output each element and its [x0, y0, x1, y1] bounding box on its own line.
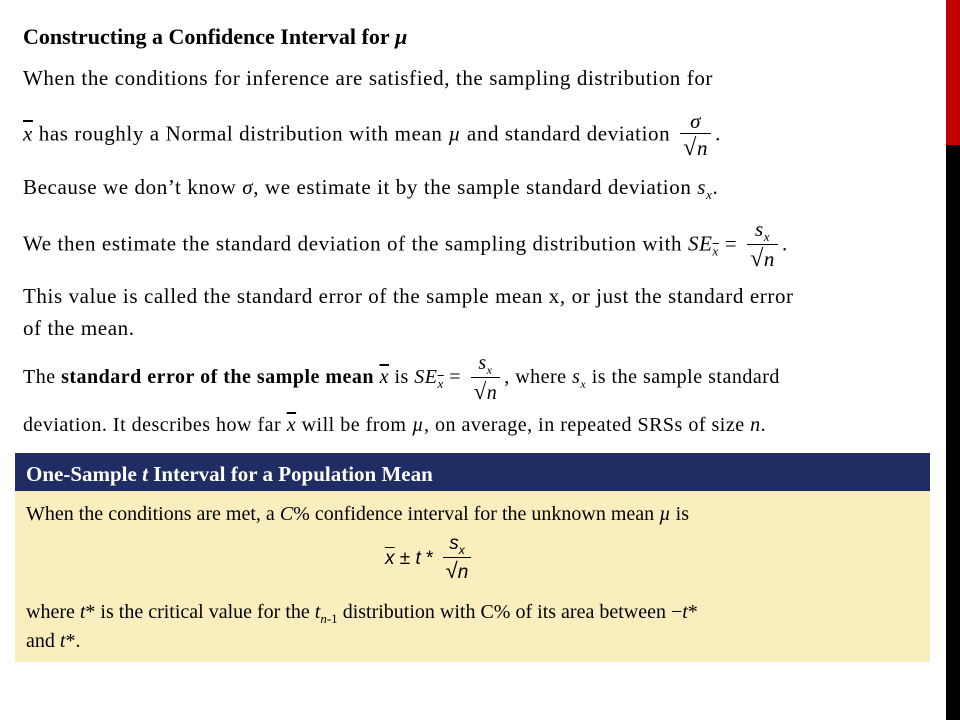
- interval-box-body: [15, 491, 930, 662]
- paragraph-3: Because we don’t know σ, we estimate it by the sample standard deviation $s_x$.: [23, 175, 719, 203]
- interval-formula: $\overline{x} \pm t$ * $\frac{s_x}{√n}$: [385, 534, 475, 584]
- box-line-3: and t*.: [26, 630, 81, 652]
- paragraph-4: We then estimate the standard deviation of the sampling distribution with $SE_{\overline{x}}$ = $\frac{s_x}{√n}$ .: [23, 217, 788, 273]
- sigma-over-sqrt-n: $\frac{\sigma}{√n}$: [680, 110, 711, 162]
- sx-over-sqrt-n: $\frac{s_x}{√n}$: [747, 218, 778, 273]
- box-line-1: When the conditions are met, a C% confidence interval for the unknown mean µ is: [26, 503, 690, 525]
- accent-bar-black: [946, 145, 960, 720]
- accent-bar-red: [946, 0, 960, 145]
- def-sx-over-sqrt-n: $\frac{s_x}{√n}$: [471, 352, 501, 404]
- slide-title: Constructing a Confidence Interval for µ: [23, 24, 408, 49]
- paragraph-2: $\overline{x}$ has roughly a Normal distribution with mean µ and standard deviation $\frac{\sigma}{√n}$ .: [23, 109, 721, 162]
- paragraph-6: of the mean.: [23, 316, 135, 340]
- interval-box-header: One-Sample t Interval for a Population Mean: [15, 453, 930, 491]
- definition-line-1: The standard error of the sample mean $\overline{x}$ is $SE_{\overline{x}}$ = $\frac{s_x}{√n}$ , where $s_x$ is the sample standard: [23, 352, 780, 405]
- definition-line-2: deviation. It describes how far $\overline{x}$ will be from µ, on average, in repeated SRSs of size n.: [23, 414, 767, 436]
- paragraph-1: When the conditions for inference are satisfied, the sampling distribution for: [23, 66, 714, 90]
- box-line-2: where t* is the critical value for the $t_{n-1}$ distribution with C% of its area between −t*: [26, 601, 698, 626]
- paragraph-5: This value is called the standard error of the sample mean x, or just the standard error: [23, 284, 794, 308]
